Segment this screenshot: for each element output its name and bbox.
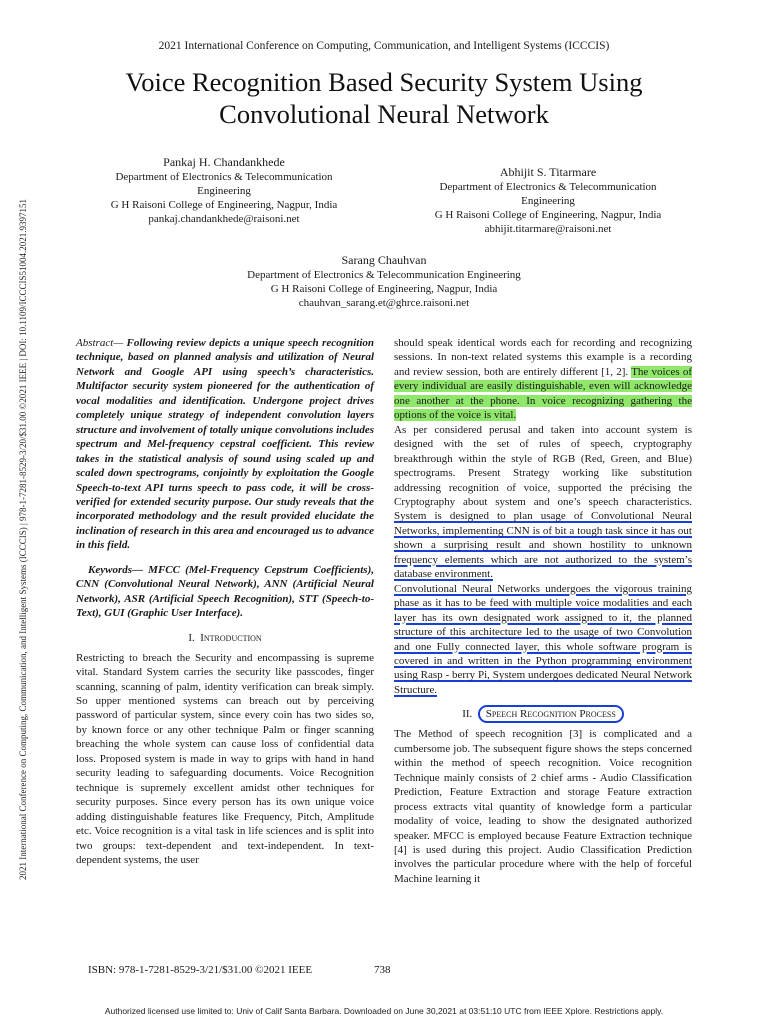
conference-header: 2021 International Conference on Computing, Communication, and Intelligent Systems (ICCCIS)	[158, 40, 610, 52]
license-notice: Authorized licensed use limited to: Univ of Calif Santa Barbara. Downloaded on June 30,2021 at 03:51:10 UTC from IEEE Xplore. Restrictions apply.	[104, 1006, 664, 1016]
section-heading-text: Introduction	[200, 631, 262, 644]
paragraph-1	[394, 336, 692, 423]
author-block-1	[94, 154, 354, 226]
paragraph-4: The Method of speech recognition [3] is complicated and a cumbersome job. The subsequent figure shows the steps concerned within the method of speech recognition. Voice recognition Technique mainly consists of 2 chief arms - Audio Classification Prediction, Feature Extraction and storage Feature extraction process extracts vital quantity of knowledge form a particular modality of voice, leading to show the designated authorized speaker. MFCC is employed because Feature Extraction technique [4] is used during this project. Audio Classification Prediction involves the particular procedure where with the help of forceful Machine learning it	[394, 728, 692, 885]
intro-paragraph: Restricting to breach the Security and encompassing is supreme vital. Standard System carries the security like passcodes, finger scanning, scanning of palm, identity verification can break simply. So upper mentioned systems can breach out by perceiving password of particular system, since every coin has two sides so, by known force or any other technique Palm or finger scanning breaching the whole system can cause loss of confidential data loss. Proposed system is made in way to grips with hand in hand security leading to safeguarding documents. Voice Recognition technique is supremely excellent amidst other techniques for security purposes. Since every person has its own unique voice adding distinguishable features like Frequency, Pitch, Amplitude etc. Voice recognition is a vital task in life sciences and is split into two groups: text-dependent and text-independent. In text-dependent systems, the user	[76, 651, 374, 866]
paragraph-1-text: should speak identical words each for recording and recognizing sessions. In non-text related systems this example is a recording and review session, both are entirely different [1, 2].	[394, 337, 692, 378]
author-email[interactable]: chauhvan_sarang.et@ghrce.raisoni.net	[298, 297, 470, 309]
circled-section-heading: Speech Recognition Process	[478, 705, 624, 723]
paragraph-2	[394, 423, 692, 582]
pen-underlined-text: Convolutional Neural Networks undergoes the vigorous training phase as it has to be feed with multiple voice modalities and each layer has its own designated work assigned to it, the planned structure of this architecture led to the usage of two Convolution and one Fully connected layer, this whole software program is covered in and written in the Python programming environment using Rasp - berry Pi, System undergoes dedicated Neural Network Structure.	[394, 582, 692, 696]
highlighted-text: The voices of every individual are easily distinguishable, even will acknowledge one another at the phone. In voice recognizing gathering the options of the voice is vital.	[394, 365, 692, 422]
abstract	[76, 336, 374, 553]
keywords-label: Keywords—	[88, 563, 143, 576]
doi-side-strip: 2021 International Conference on Computing, Communication, and Intelligent Systems (ICCCIS) | 978-1-7281-8529-3/20/$31.00 ©2021 IEEE | DOI: 10.1109/ICCCIS51004.2021.9397151	[18, 198, 28, 880]
title-line-1: Voice Recognition Based Security System Using	[125, 67, 643, 97]
right-column	[394, 336, 692, 886]
author-dept: Department of Electronics & Telecommunication Engineering	[439, 181, 657, 207]
keywords	[76, 563, 374, 621]
section-heading-introduction	[76, 631, 374, 645]
section-number: II.	[462, 708, 473, 721]
author-name: Sarang Chauhvan	[341, 253, 427, 267]
abstract-text: Following review depicts a unique speech recognition technique, based on planned analysis and utilization of Neural Network and Google API using speech’s characteristics. Multifactor security system pioneered for the authentication of vocal modalities and identification. Undergone project drives completely unique strategy of independent convolution layers structure and involvement of totally unique convolutions includes spectrum and Mel-frequency cepstral coefficient. This review takes in the statistical analysis of sound using scaled up and scaled down spectrograms, conjointly by exploitation the Google Speech-to-text API turns speech to pass code, it will be cross-verified for extended security purpose. Our study reveals that the incorporated methodology and the result provided elucidate the inclination of research in this area and encouraged us to advance in this field.	[76, 337, 375, 552]
keywords-text: MFCC (Mel-Frequency Cepstrum Coefficients), CNN (Convolutional Neural Network), ANN (Artificial Neural Network), ASR (Artificial Speech Recognition), STT (Speech-to-Text), GUI (Graphic User Interface).	[76, 563, 374, 620]
author-email[interactable]: pankaj.chandankhede@raisoni.net	[148, 213, 300, 225]
author-college: G H Raisoni College of Engineering, Nagpur, India	[270, 283, 498, 295]
paragraph-3	[394, 582, 692, 698]
pen-underlined-text: System is designed to plan usage of Convolutional Neural Networks, implementing CNN is of bit a tough task since it has out shown a surprising result and shown hostility to unknown frequency elements which are not authorized to the system’s database environment.	[394, 510, 692, 581]
author-name: Abhijit S. Titarmare	[499, 165, 597, 179]
author-block-3	[174, 252, 594, 310]
section-heading-speech-recognition	[394, 707, 692, 721]
author-college: G H Raisoni College of Engineering, Nagpur, India	[110, 199, 338, 211]
author-email[interactable]: abhijit.titarmare@raisoni.net	[484, 223, 612, 235]
author-name: Pankaj H. Chandankhede	[163, 155, 285, 169]
paper-title	[60, 66, 708, 130]
title-line-2: Convolutional Neural Network	[219, 99, 549, 129]
page-number: 738	[374, 964, 391, 976]
left-column	[76, 336, 374, 867]
author-dept: Department of Electronics & Telecommunication Engineering	[115, 171, 333, 197]
abstract-label: Abstract—	[76, 337, 124, 349]
footer-isbn: ISBN: 978-1-7281-8529-3/21/$31.00 ©2021 IEEE	[88, 964, 313, 976]
section-number: I.	[188, 631, 195, 644]
author-college: G H Raisoni College of Engineering, Nagpur, India	[434, 209, 662, 221]
author-block-2	[418, 164, 678, 236]
paragraph-2-text: As per considered perusal and taken into account system is designed with the set of rules of speech, cryptography breakthrough within the style of RGB (Red, Green, and Blue) spectrograms. Present Strategy working like substitution addressing recognition of voice, supported the précising the Cryptography about system and one’s speech characteristics.	[394, 423, 692, 508]
author-dept: Department of Electronics & Telecommunication Engineering	[247, 269, 521, 281]
